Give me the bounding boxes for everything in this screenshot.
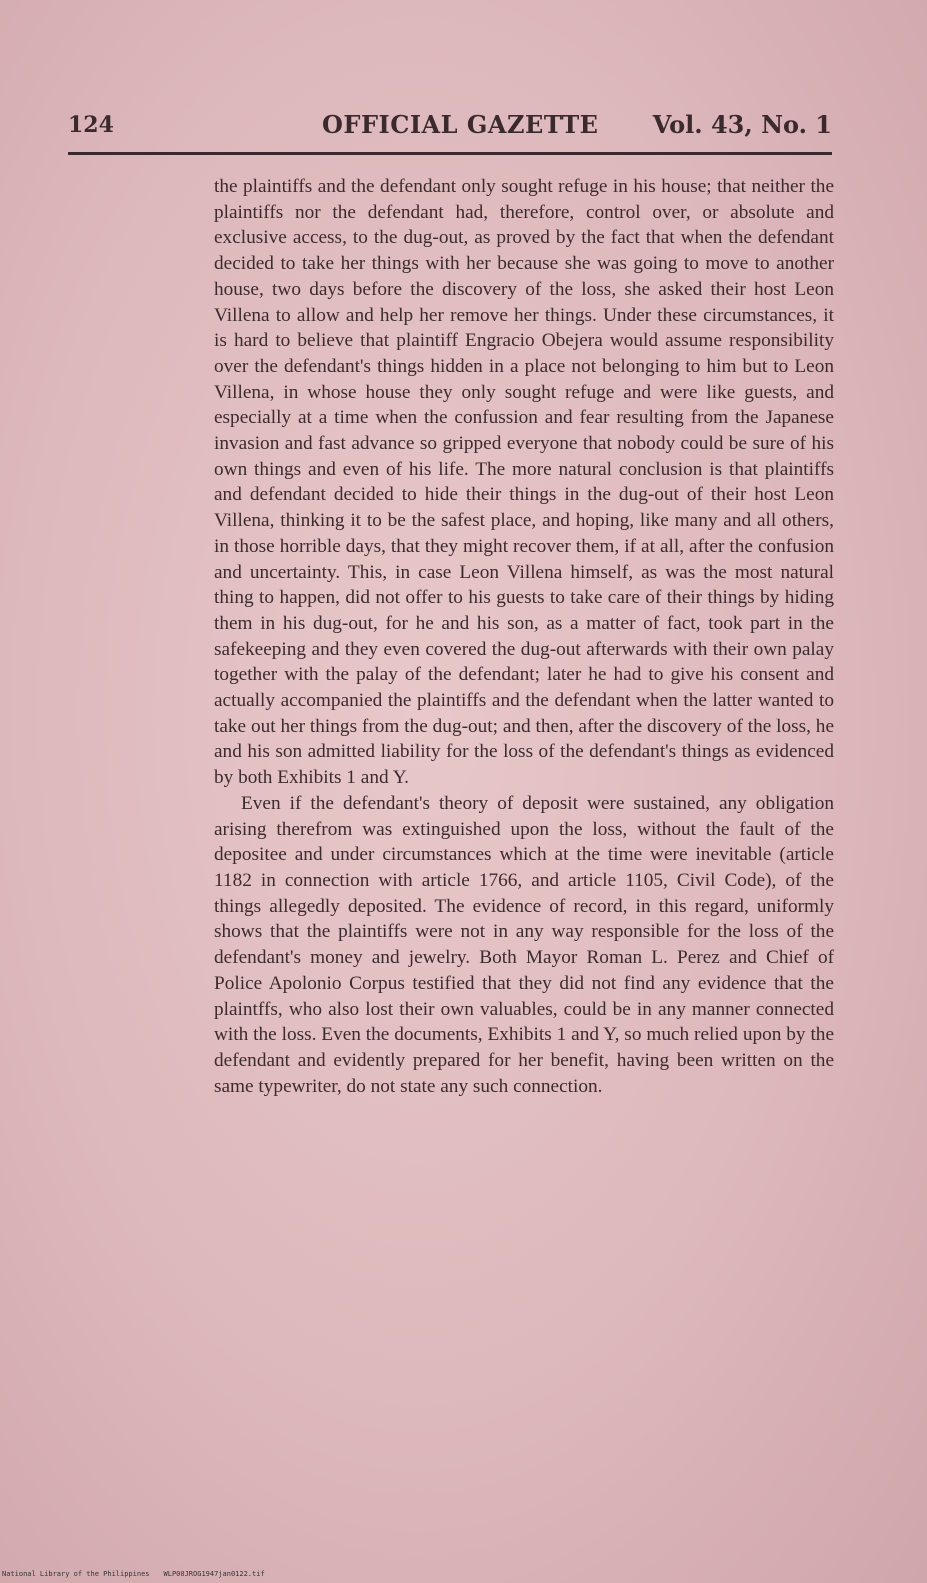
library-credit: National Library of the Philippines bbox=[2, 1570, 150, 1578]
header-divider bbox=[68, 152, 832, 155]
page-number: 124 bbox=[68, 112, 114, 138]
publication-title: OFFICIAL GAZETTE bbox=[322, 110, 599, 139]
paragraph-1: the plaintiffs and the defendant only sought refuge in his house; that neither the plaintiffs nor the defendant had, therefore, control over, or absolute and exclusive access, to the dug-out, as proved by the fact that when the defendant decided to take her things with her because she was going to move to another house, two days before the discovery of the loss, she asked their host Leon Villena to allow and help her remove her things. Under these circumstances, it is hard to believe that plaintiff Engracio Obejera would assume responsibility over the defendant's things hidden in a place not belonging to him but to Leon Villena, in whose house they only sought refuge and were like guests, and especially at a time when the confussion and fear resulting from the Japanese invasion and fast advance so gripped everyone that nobody could be sure of his own things and even of his life. The more natural conclusion is that plaintiffs and defendant decided to hide their things in the dug-out of their host Leon Villena, thinking it to be the safest place, and hoping, like many and all others, in those horrible days, that they might recover them, if at all, after the confusion and uncertainty. This, in case Leon Villena himself, as was the most natural thing to happen, did not offer to his guests to take care of their things by hiding them in his dug-out, for he and his son, as a matter of fact, took part in the safekeeping and they even covered the dug-out afterwards with their own palay together with the palay of the defendant; later he had to give his consent and actually accompanied the plaintiffs and the defendant when the latter wanted to take out her things from the dug-out; and then, after the discovery of the loss, he and his son admitted liability for the loss of the defendant's things as evidenced by both Exhibits 1 and Y. bbox=[214, 176, 834, 789]
page-header bbox=[68, 108, 832, 144]
scan-credit bbox=[2, 1570, 265, 1578]
scan-filename: WLP00JROG1947jan0122.tif bbox=[163, 1570, 265, 1578]
body-text bbox=[214, 174, 834, 1099]
volume-issue: Vol. 43, No. 1 bbox=[652, 110, 832, 139]
paragraph-2: Even if the defendant's theory of deposit were sustained, any obligation arising therefrom was extinguished upon the loss, without the fault of the depositee and under circumstances which at the time were inevitable (article 1182 in connection with article 1766, and article 1105, Civil Code), of the things allegedly deposited. The evidence of record, in this regard, uniformly shows that the plaintiffs were not in any way responsible for the loss of the defendant's money and jewelry. Both Mayor Roman L. Perez and Chief of Police Apolonio Corpus testified that they did not find any evidence that the plaintffs, who also lost their own valuables, could be in any manner connected with the loss. Even the documents, Exhibits 1 and Y, so much relied upon by the defendant and evidently prepared for her benefit, having been written on the same typewriter, do not state any such connection. bbox=[214, 792, 834, 1097]
